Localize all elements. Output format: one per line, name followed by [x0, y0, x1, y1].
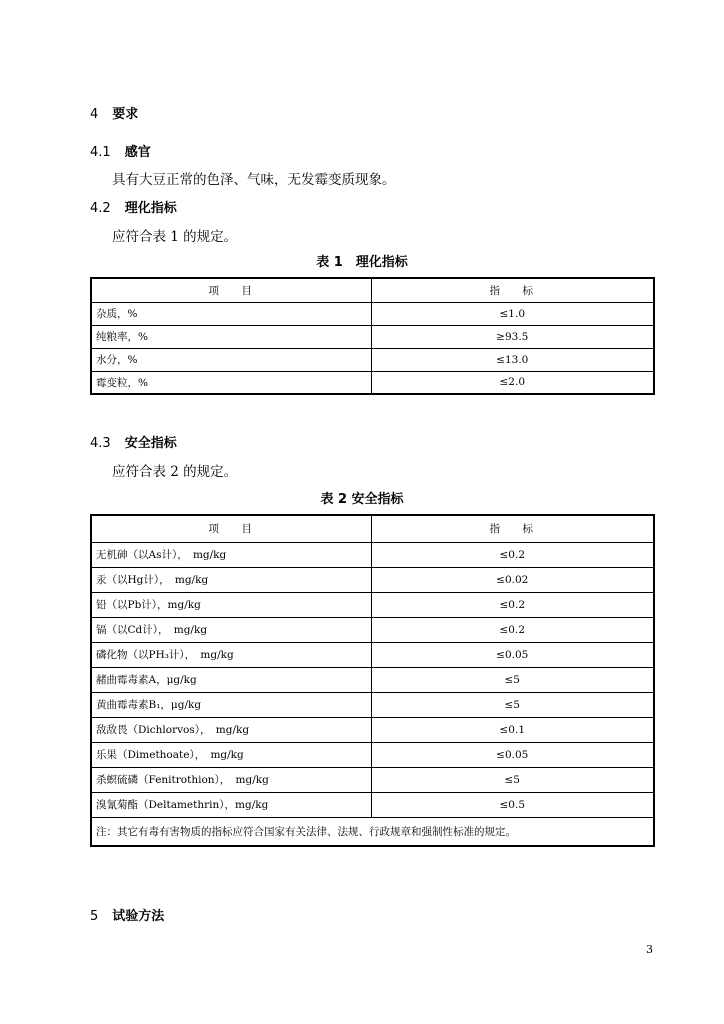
section-number: 4.1	[90, 145, 111, 160]
row-value: ≤0.2	[371, 592, 654, 617]
row-value: ≤5	[371, 767, 654, 792]
row-label: 霉变粒，%	[91, 371, 371, 394]
row-value: ≤0.2	[371, 617, 654, 642]
table-row	[91, 667, 654, 692]
table-row	[91, 767, 654, 792]
table-2	[90, 514, 655, 847]
row-value: ≤0.05	[371, 742, 654, 767]
row-value: ≤0.05	[371, 642, 654, 667]
row-value: ≤1.0	[371, 302, 654, 325]
table-row	[91, 325, 654, 348]
section-number: 4	[90, 107, 99, 122]
header-item: 项 目	[91, 515, 371, 542]
section-4-2-heading	[90, 197, 177, 216]
row-label: 铅（以Pb计），mg/kg	[91, 592, 371, 617]
page-number: 3	[646, 943, 653, 956]
table-row	[91, 642, 654, 667]
row-value: ≤0.1	[371, 717, 654, 742]
table-1-caption: 表 1 理化指标	[316, 255, 408, 270]
table-row	[91, 717, 654, 742]
row-label: 溴氰菊酯（Deltamethrin），mg/kg	[91, 792, 371, 817]
row-label: 纯粮率，%	[91, 325, 371, 348]
header-item: 项 目	[91, 278, 371, 302]
row-label: 磷化物（以PH₃计）， mg/kg	[91, 642, 371, 667]
table-row	[91, 592, 654, 617]
row-label: 黄曲霉毒素B₁，μg/kg	[91, 692, 371, 717]
header-spec: 指 标	[371, 515, 654, 542]
table-note-row	[91, 817, 654, 846]
section-4-1-text: 具有大豆正常的色泽、气味，无发霉变质现象。	[112, 172, 396, 188]
table-1	[90, 277, 655, 395]
row-value: ≥93.5	[371, 325, 654, 348]
row-value: ≤13.0	[371, 348, 654, 371]
table-row	[91, 692, 654, 717]
table-header-row	[91, 278, 654, 302]
section-4-1-heading	[90, 141, 151, 160]
row-label: 敌敌畏（Dichlorvos）， mg/kg	[91, 717, 371, 742]
section-title: 理化指标	[124, 201, 177, 216]
row-value: ≤0.02	[371, 567, 654, 592]
row-value: ≤5	[371, 667, 654, 692]
section-4-3-heading	[90, 432, 177, 451]
row-label: 水分，%	[91, 348, 371, 371]
row-value: ≤0.2	[371, 542, 654, 567]
section-4-2-text: 应符合表 1 的规定。	[112, 229, 238, 245]
table-row	[91, 567, 654, 592]
row-value: ≤2.0	[371, 371, 654, 394]
table-row	[91, 348, 654, 371]
row-label: 无机砷（以As计）， mg/kg	[91, 542, 371, 567]
section-title: 安全指标	[124, 436, 177, 451]
table-row	[91, 542, 654, 567]
row-label: 镉（以Cd计）， mg/kg	[91, 617, 371, 642]
section-5-heading	[90, 905, 164, 924]
table-row	[91, 302, 654, 325]
row-label: 乐果（Dimethoate）， mg/kg	[91, 742, 371, 767]
section-title: 感官	[124, 145, 151, 160]
row-label: 汞（以Hg计）， mg/kg	[91, 567, 371, 592]
table-row	[91, 617, 654, 642]
row-label: 杀螟硫磷（Fenitrothion）， mg/kg	[91, 767, 371, 792]
table-row	[91, 371, 654, 394]
row-label: 杂质，%	[91, 302, 371, 325]
row-label: 赭曲霉毒素A，μg/kg	[91, 667, 371, 692]
table-row	[91, 792, 654, 817]
section-title: 试验方法	[112, 909, 165, 924]
table-header-row	[91, 515, 654, 542]
section-number: 4.2	[90, 201, 111, 216]
section-title: 要求	[112, 107, 139, 122]
table-row	[91, 742, 654, 767]
header-spec: 指 标	[371, 278, 654, 302]
row-value: ≤5	[371, 692, 654, 717]
table-2-caption: 表 2 安全指标	[320, 492, 404, 507]
section-number: 4.3	[90, 436, 111, 451]
section-number: 5	[90, 909, 99, 924]
section-4-3-text: 应符合表 2 的规定。	[112, 464, 238, 480]
row-value: ≤0.5	[371, 792, 654, 817]
section-4-heading	[90, 103, 138, 122]
table-note: 注：其它有毒有害物质的指标应符合国家有关法律、法规、行政规章和强制性标准的规定。	[91, 817, 654, 846]
